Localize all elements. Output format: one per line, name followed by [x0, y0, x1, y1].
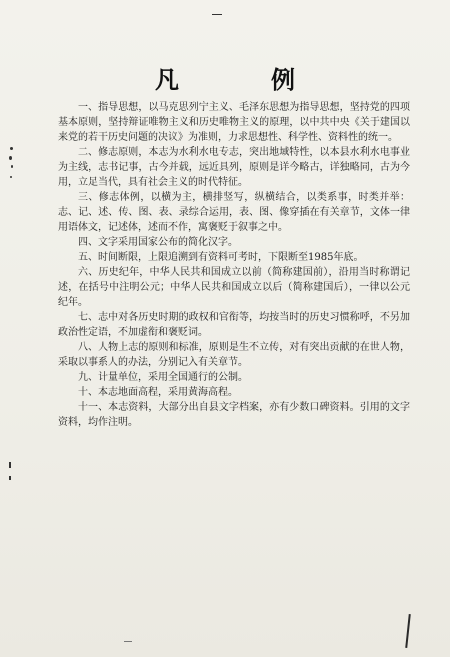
scan-mark: [124, 641, 132, 642]
scan-mark: [10, 176, 12, 178]
scan-mark: [9, 476, 11, 480]
guideline-item: 六、历史纪年，中华人民共和国成立以前（简称建国前），沿用当时称谓记述，在括号中注明公元；中华人民共和国成立以后（简称建国后），一律以公元纪年。: [58, 267, 410, 308]
scan-mark: [405, 614, 411, 648]
guideline-item: 九、计量单位，采用全国通行的公制。: [78, 372, 248, 383]
guideline-item: 四、文字采用国家公布的简化汉字。: [78, 237, 238, 248]
guidelines-body: [58, 100, 410, 430]
guideline-item: 十一、本志资料，大部分出自县文字档案，亦有少数口碑资料。引用的文字资料，均作注明。: [58, 402, 410, 428]
guideline-item: 一、指导思想，以马克思列宁主义、毛泽东思想为指导思想，坚持党的四项基本原则，坚持辩证唯物主义和历史唯物主义的原理，以中共中央《关于建国以来党的若干历史问题的决议》为准则，力求思想性、科学性、资料性的统一。: [58, 102, 410, 143]
guideline-item: 十、本志地面高程，采用黄海高程。: [78, 387, 238, 398]
scan-mark: [212, 14, 222, 15]
scan-mark: [9, 156, 12, 160]
guideline-item: 三、修志体例，以横为主，横排竖写，纵横结合，以类系事，时类并举：志、记、述、传、图、表、录综合运用，表、图、像穿插在有关章节，文体一律用语体文，记述体，述而不作，寓褒贬于叙事之中。: [58, 192, 410, 233]
scan-mark: [11, 165, 13, 168]
scan-mark: [9, 462, 11, 468]
guideline-item: 七、志中对各历史时期的政权和官衔等，均按当时的历史习惯称呼，不另加政治性定语，不加虚衔和褒贬词。: [58, 312, 410, 338]
guideline-item: 八、人物上志的原则和标准，原则是生不立传，对有突出贡献的在世人物，采取以事系人的办法，分别记入有关章节。: [58, 342, 410, 368]
guideline-item: 五、时间断限，上限追溯到有资料可考时，下限断至1985年底。: [78, 252, 364, 263]
page-title: 凡 例: [155, 65, 329, 94]
scan-mark: [10, 147, 13, 150]
guideline-item: 二、修志原则，本志为水利水电专志，突出地域特性，以本县水利水电事业为主线，志书记事，古今并载，远近具列，原则是详今略古，详独略同，古为今用，立足当代，具有社会主义的时代特征。: [58, 147, 410, 188]
